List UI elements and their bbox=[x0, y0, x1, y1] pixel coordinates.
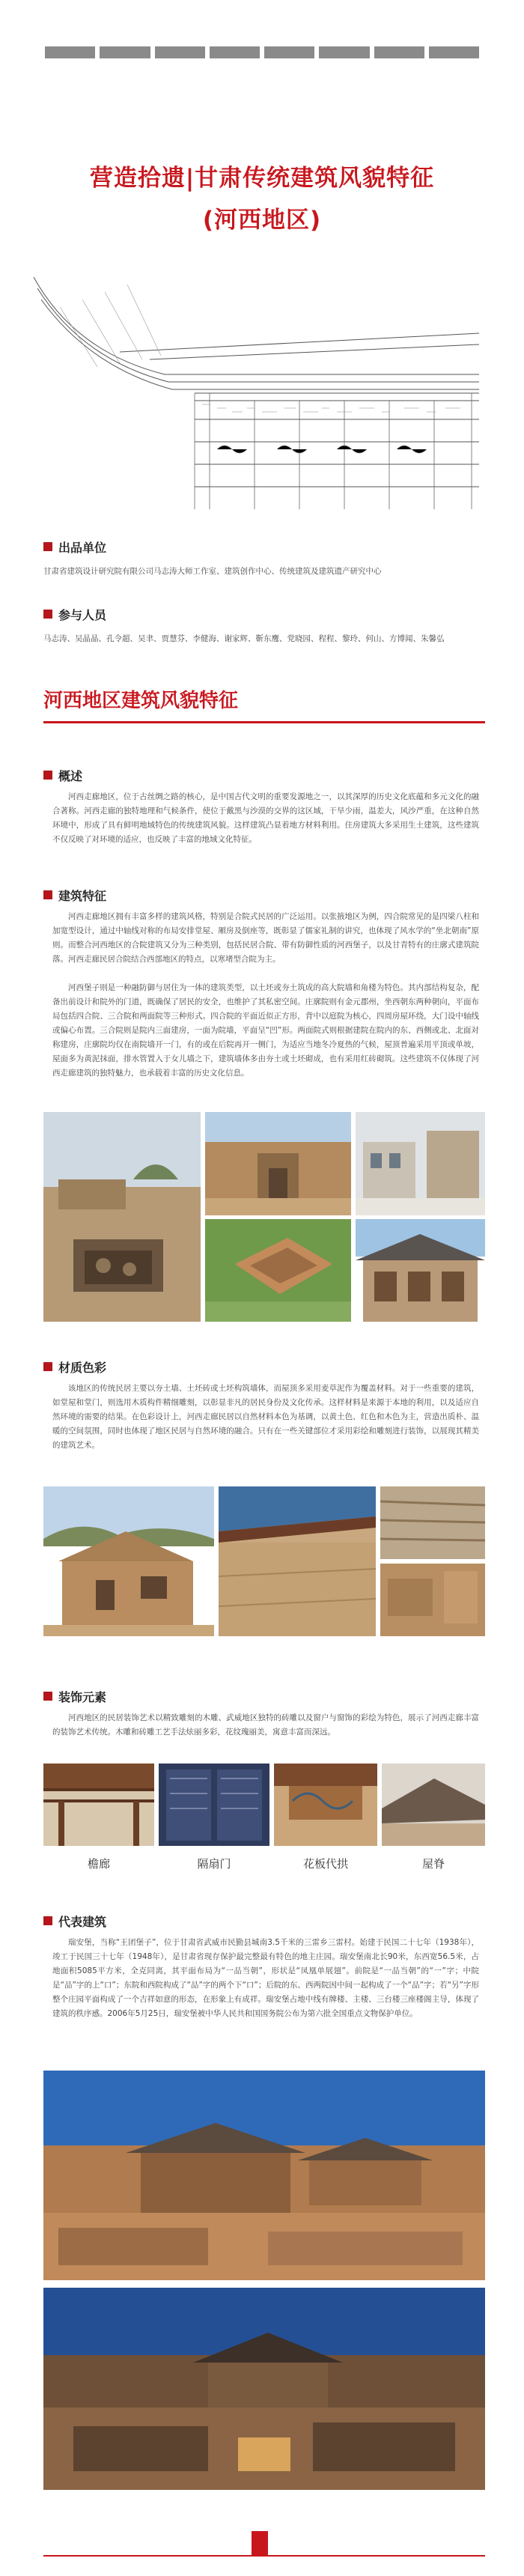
photo-ruian-fort-daytime bbox=[43, 2071, 485, 2280]
caption-eave-corridor: 檐廊 bbox=[87, 1857, 110, 1871]
representative-heading: 代表建筑 bbox=[43, 1913, 106, 1928]
section-title: 河西地区建筑风貌特征 bbox=[43, 690, 239, 712]
materials-text: 该地区的传统民居主要以夯土墙、土坯砖或土坯构筑墙体，而屋顶多采用麦草泥作为覆盖材料。对于一些重要的建筑，如堂屋和堂门，则选用木质构件精细雕刻，以彰显非凡的居民身份及文化传承。这样材料是来源于本地的利用，以及适应自然环境的需要的结果。在色彩设计上，河西走廊民居以自然材料本色为基调，以黄土色、红色和木色为主，营造出质朴、温暖的空间氛围，同时也体现了地区民居与自然环境的融合。只有在一些关键部位才采用彩绘和雕刻进行装饰，以展现其精美的建筑艺术。 bbox=[52, 1384, 479, 1450]
bottom-divider bbox=[43, 2555, 485, 2557]
section-divider bbox=[43, 721, 485, 723]
photo-cave-courtyard bbox=[43, 1112, 201, 1322]
architecture-text1: 河西走廊地区拥有丰富多样的建筑风格，特别是合院式民居的广泛运用。以张掖地区为例，四合院常见的是四梁八柱和加宽型设计，通过中轴线对称的布局安排堂屋、厢房及倒座等，既彰显了儒家礼制的讲究，也体现了风水学的“坐北朝南”原则。而整合河西地区的合院建筑又分为三种类别，包括民居合院、带有防御性质的河西堡子，以及甘青特有的庄廓式建筑院落。河西走廊民居合院结合西部地区的特点，以寒堵型合院为主。 bbox=[52, 912, 479, 964]
top-decor-strip bbox=[45, 46, 479, 58]
photo-decor-lattice-door bbox=[159, 1764, 269, 1846]
members-heading: 参与人员 bbox=[43, 607, 106, 622]
photo-decor-roof-ridge bbox=[382, 1764, 485, 1846]
representative-text: 瑞安堡，当称“王团堡子”，位于甘肃省武威市民勤县城南3.5千米的三雷乡三雷村。始建于民国二十七年（1938年），竣工于民国三十七年（1948年），是甘肃省现存保护最完整最有特色的地主庄园。瑞安堡南北长90米，东西宽56.5米，占地面积5085平方米，全克同离，其平面布局为“一品当朝”，形状是“凤凰单展翅”。前院是“一品当朝”的“一”字；中院是“品”字的上“口”；东院和西院构成了“品”字的两个下“口”；后院的东、西两院因中间一起构成了一个“品”字；若“另”字形整个庄园平面构成了一个吉祥如意的形态，在形象上有成祥。瑞安堡占地中线有牌楼、主楼、三台楼三座楼阁主导，体现了建筑的秩序感。2006年5月25日，瑞安堡被中华人民共和国国务院公布为第六批全国重点文物保护单位。 bbox=[52, 1938, 479, 2018]
photo-aerial-courtyard bbox=[205, 1219, 351, 1322]
overview-text: 河西走廊地区，位于古丝绸之路的核心，是中国古代文明的重要发源地之一，以其深厚的历史文化底蕴和多元文化的融合著称。河西走廊的独特地理和气候条件，使位于戴黑与沙漠的交界的这区域，干旱少雨，温差大，风沙严重，在这种自然环境中，形成了具有鲜明地域特色的传统建筑风貌。这样建筑凸显着地方材料利用。住房建筑大多采用生土建筑，这些建筑不仅反映了对环境的适应，也反映了丰富的地域文化特征。 bbox=[52, 792, 479, 844]
architecture-text2: 河西堡子则是一种融防御与居住为一体的建筑类型，以土坯或夯土筑成的高大院墙和角楼为特色。其内部结构复杂，配备出前设计和院外的门道，既确保了居民的安全，也维护了其私密空间。庄廓院则有金元郡州，坐西朝东两种朝向，平面布局包括四合院、三合院和两面院等三种形式。四合院的平面近似正方形，背中以庭院为核心，四周房屋环绕，大门设中轴线或偏心布置。三合院则是院内三面建房，一面为院墙，平面呈“凹”形。两面院式则根据建院在院内的东、西侧或北、北面对称建房，庄廓院均仅在南院墙开一门，有的或在后院再开一侧门，为适应当地冬冷夏热的气候，屋顶普遍采用平顶或单坡，屋面多为黄泥抹面，排水管置入于女儿墙之下，建筑墙体多由夯土或土坯砌成，也有采用红砖砌筑。这些建筑不仅体现了河西走廊建筑的独特魅力，也承载着丰富的历史文化信息。 bbox=[52, 983, 479, 1078]
materials-heading: 材质色彩 bbox=[43, 1359, 106, 1374]
overview-heading: 概述 bbox=[43, 768, 82, 783]
photo-earth-house bbox=[43, 1486, 214, 1636]
caption-roof-ridge: 屋脊 bbox=[421, 1857, 445, 1871]
photo-fort-gate bbox=[205, 1112, 351, 1215]
members-text: 马志涛、吴晶晶、孔令超、吴聿、贾慧芬、李健海、谢家辉、靳东鹰、党晓园、程程、黎玲、何山、方博闻、朱馨弘 bbox=[43, 634, 445, 643]
bottom-decor-tab bbox=[252, 2531, 268, 2555]
photo-decor-carved-bracket bbox=[274, 1764, 377, 1846]
decor-text: 河西地区的民居装饰艺术以精致雕刻的木雕、武威地区独特的砖雕以及窗户与窗饰的彩绘为特色，展示了河西走廊丰富的装饰艺术传统。木雕和砖雕工艺手法炫丽多彩，花纹瑰丽美，寓意丰富而深远。 bbox=[52, 1713, 479, 1737]
page-title-line2: (河西地区) bbox=[202, 207, 322, 234]
photo-mud-wall bbox=[380, 1564, 485, 1636]
units-text: 甘肃省建筑设计研究院有限公司马志涛大师工作室、建筑创作中心、传统建筑及建筑遗产研究中心 bbox=[43, 567, 382, 576]
page-title-line1: 营造拾遗|甘肃传统建筑风貌特征 bbox=[89, 165, 435, 192]
decor-heading: 装饰元素 bbox=[43, 1689, 106, 1704]
photo-decor-eave-corridor bbox=[43, 1764, 154, 1846]
section-title-block bbox=[43, 685, 485, 723]
caption-lattice-door: 隔扇门 bbox=[197, 1857, 231, 1871]
photo-wood-texture bbox=[380, 1486, 485, 1559]
architecture-line-drawing bbox=[30, 262, 494, 509]
architecture-heading: 建筑特征 bbox=[43, 887, 106, 902]
photo-modern-courtyard bbox=[356, 1112, 485, 1215]
photo-wood-eave-wall bbox=[219, 1486, 376, 1636]
photo-traditional-hall bbox=[356, 1219, 485, 1322]
caption-carved-bracket: 花板代拱 bbox=[302, 1857, 348, 1871]
photo-ruian-fort-dusk bbox=[43, 2288, 485, 2490]
units-heading: 出品单位 bbox=[43, 539, 106, 554]
